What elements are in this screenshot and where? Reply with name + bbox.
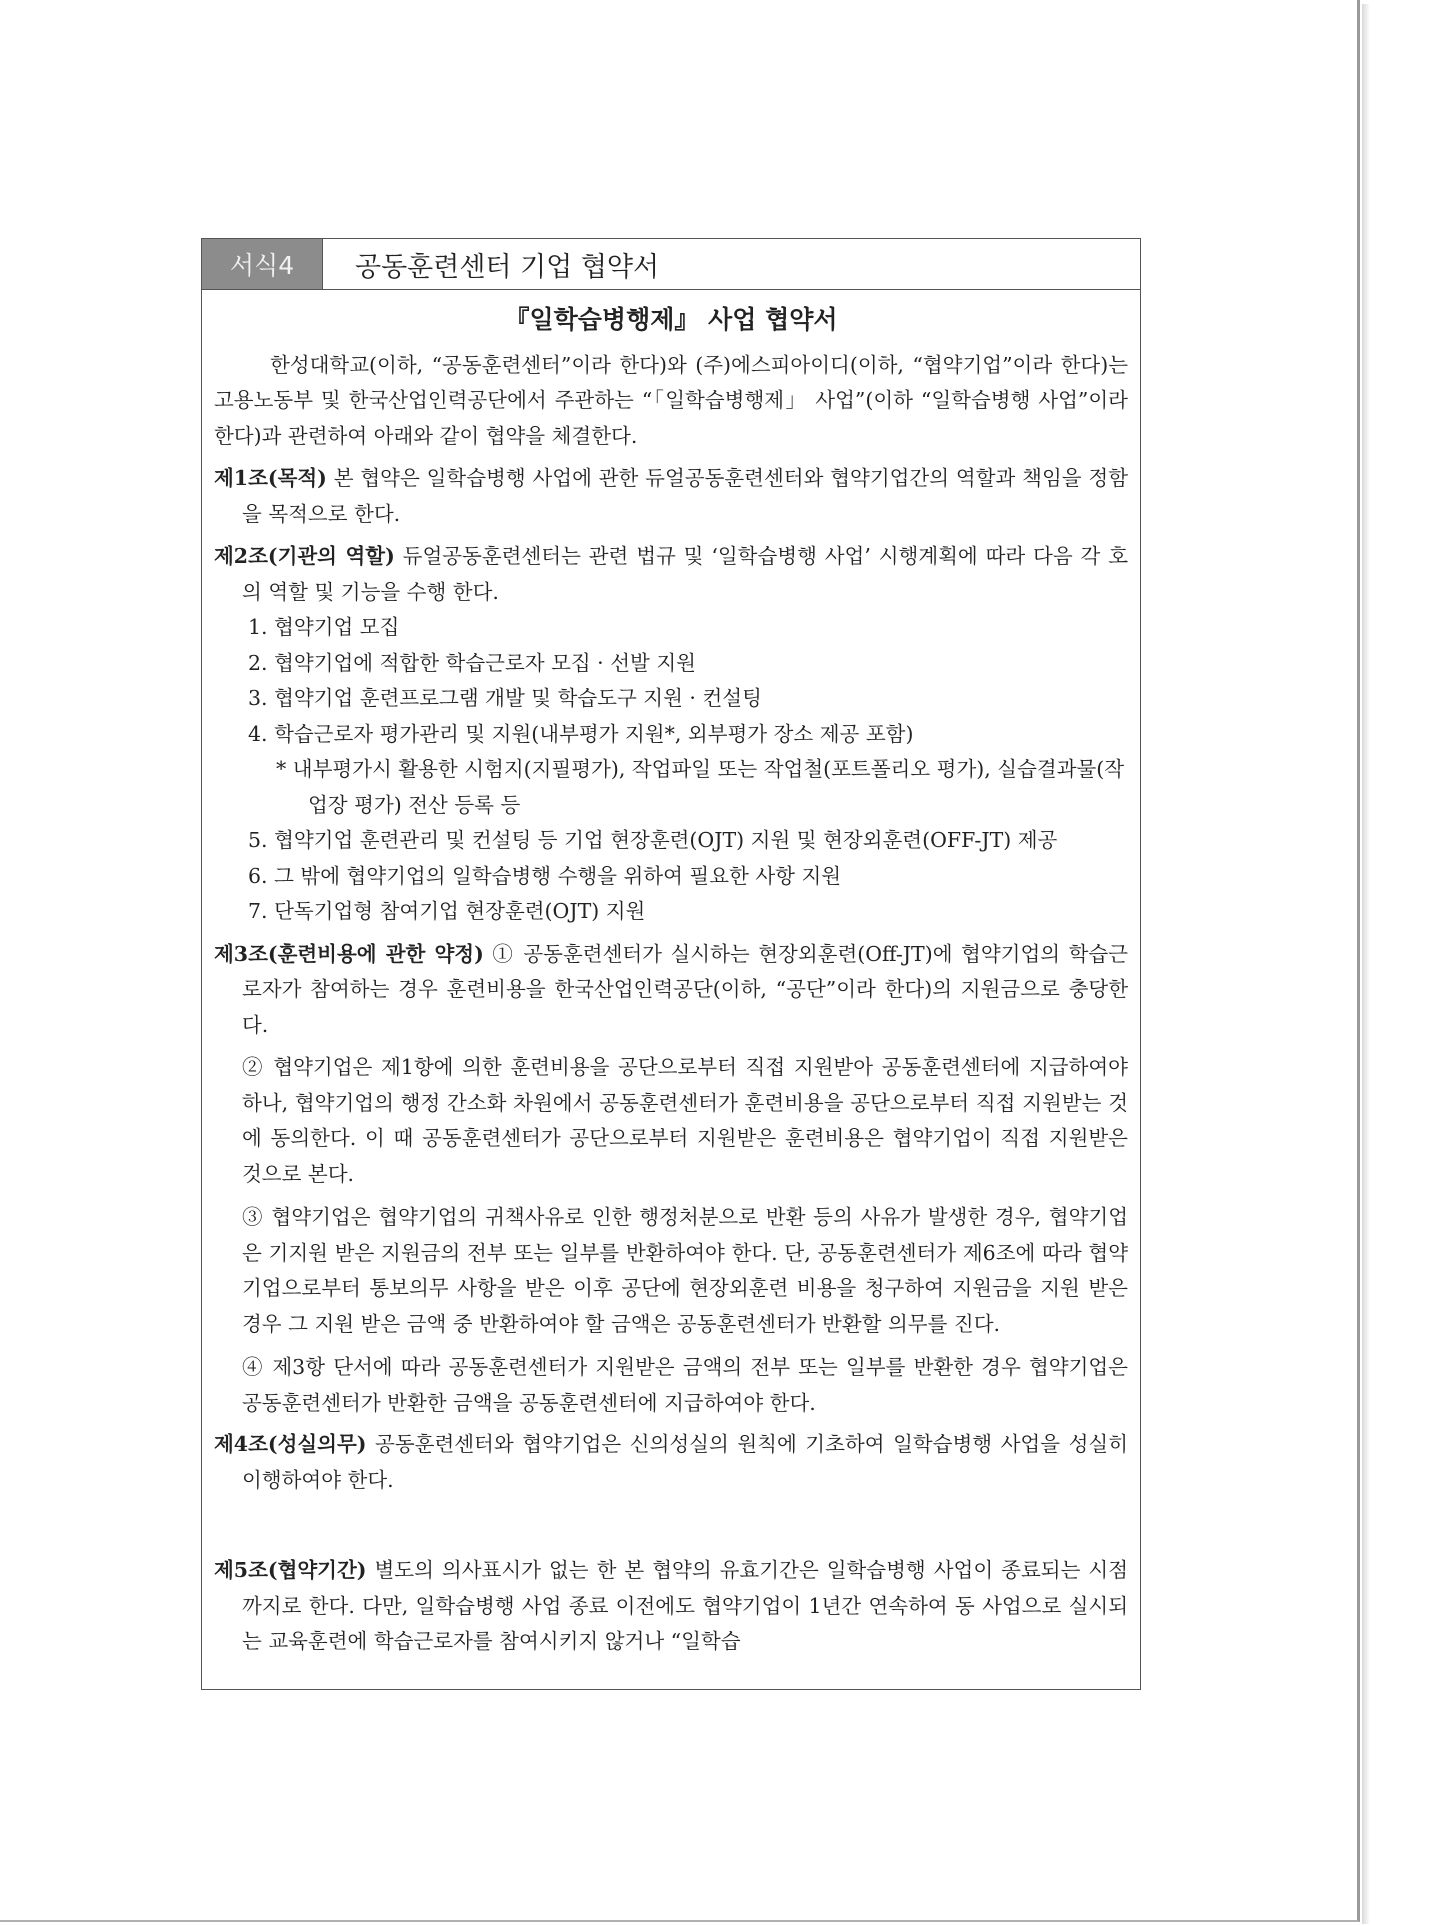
form-title: 공동훈련센터 기업 협약서 [322,239,1140,289]
list-item: 5. 협약기업 훈련관리 및 컨설팅 등 기업 현장훈련(OJT) 지원 및 현장외훈련(OFF-JT) 제공 [248,828,1058,852]
agreement-form [201,238,1141,1690]
article-5-text: 별도의 의사표시가 없는 한 본 협약의 유효기간은 일학습병행 사업이 종료되는 시점까지로 한다. 다만, 일학습병행 사업 종료 이전에도 협약기업이 1년간 연속하여 동 사업으로 실시되는 교육훈련에 학습근로자를 참여시키지 않거나 “일학습 [242,1558,1128,1653]
article-2-heading: 제2조(기관의 역할) [214,544,395,568]
article-3-paragraph-2: ② 협약기업은 제1항에 의한 훈련비용을 공단으로부터 직접 지원받아 공동훈련센터에 지급하여야 하나, 협약기업의 행정 간소화 차원에서 공동훈련센터가 훈련비용을 공단으로부터 직접 지원받는 것에 동의한다. 이 때 공동훈련센터가 공단으로부터 지원받은 훈련비용은 협약기업이 직접 지원받은 것으로 본다. [242,1055,1128,1186]
article-3-heading: 제3조(훈련비용에 관한 약정) [214,941,484,966]
list-item: 2. 협약기업에 적합한 학습근로자 모집 · 선발 지원 [248,650,696,675]
article-3 [214,937,1128,1044]
list-note: * 내부평가시 활용한 시험지(지필평가), 작업파일 또는 작업철(포트폴리오 평가), 실습결과물(작업장 평가) 전산 등록 등 [276,757,1125,817]
page-shadow [1362,4,1370,1924]
article-3-paragraph-3: ③ 협약기업은 협약기업의 귀책사유로 인한 행정처분으로 반환 등의 사유가 발생한 경우, 협약기업은 기지원 받은 지원금의 전부 또는 일부를 반환하여야 한다. 단, 공동훈련센터가 제6조에 따라 협약기업으로부터 통보의무 사항을 받은 이후 공단에 현장외훈련 비용을 청구하여 지원금을 지원 받은 경우 그 지원 받은 금액 중 반환하여야 할 금액은 공동훈련센터가 반환할 의무를 진다. [242,1205,1128,1336]
form-header [202,239,1140,290]
article-2-text: 듀얼공동훈련센터는 관련 법규 및 ‘일학습병행 사업’ 시행계획에 따라 다음 각 호의 역할 및 기능을 수행 한다. [242,544,1128,604]
spacer [214,1505,1128,1553]
intro-paragraph: 한성대학교(이하, “공동훈련센터”이라 한다)와 (주)에스피아이디(이하, “협약기업”이라 한다)는 고용노동부 및 한국산업인력공단에서 주관하는 “「일학습병행제」 사업”(이하 “일학습병행 사업”이라 한다)과 관련하여 아래와 같이 협약을 체결한다. [214,352,1128,448]
article-1-text: 본 협약은 일학습병행 사업에 관한 듀얼공동훈련센터와 협약기업간의 역할과 책임을 정함을 목적으로 한다. [242,466,1128,526]
article-3-text: ① 공동훈련센터가 실시하는 현장외훈련(Off-JT)에 협약기업의 학습근로자가 참여하는 경우 훈련비용을 한국산업인력공단(이하, “공단”이라 한다)의 지원금으로 충당한다. [242,941,1128,1037]
article-2 [214,539,1128,610]
document-title: 『일학습병행제』 사업 협약서 [504,305,838,334]
article-4-heading: 제4조(성실의무) [214,1432,367,1456]
article-4-text: 공동훈련센터와 협약기업은 신의성실의 원칙에 기초하여 일학습병행 사업을 성실히 이행하여야 한다. [242,1432,1128,1492]
article-5 [214,1553,1128,1660]
article-1 [214,461,1128,532]
article-4 [214,1427,1128,1498]
list-item: 4. 학습근로자 평가관리 및 지원(내부평가 지원*, 외부평가 장소 제공 포함) [248,721,914,746]
list-item: 3. 협약기업 훈련프로그램 개발 및 학습도구 지원 · 컨설팅 [248,686,762,710]
list-item: 1. 협약기업 모집 [248,615,400,639]
article-3-paragraph-4: ④ 제3항 단서에 따라 공동훈련센터가 지원받은 금액의 전부 또는 일부를 반환한 경우 협약기업은 공동훈련센터가 반환한 금액을 공동훈련센터에 지급하여야 한다. [242,1355,1128,1415]
list-item: 6. 그 밖에 협약기업의 일학습병행 수행을 위하여 필요한 사항 지원 [248,863,842,888]
document-body [202,302,1140,1660]
form-tag: 서식4 [202,239,322,289]
article-1-heading: 제1조(목적) [214,466,327,490]
article-5-heading: 제5조(협약기간) [214,1558,367,1582]
list-item: 7. 단독기업형 참여기업 현장훈련(OJT) 지원 [248,899,646,923]
